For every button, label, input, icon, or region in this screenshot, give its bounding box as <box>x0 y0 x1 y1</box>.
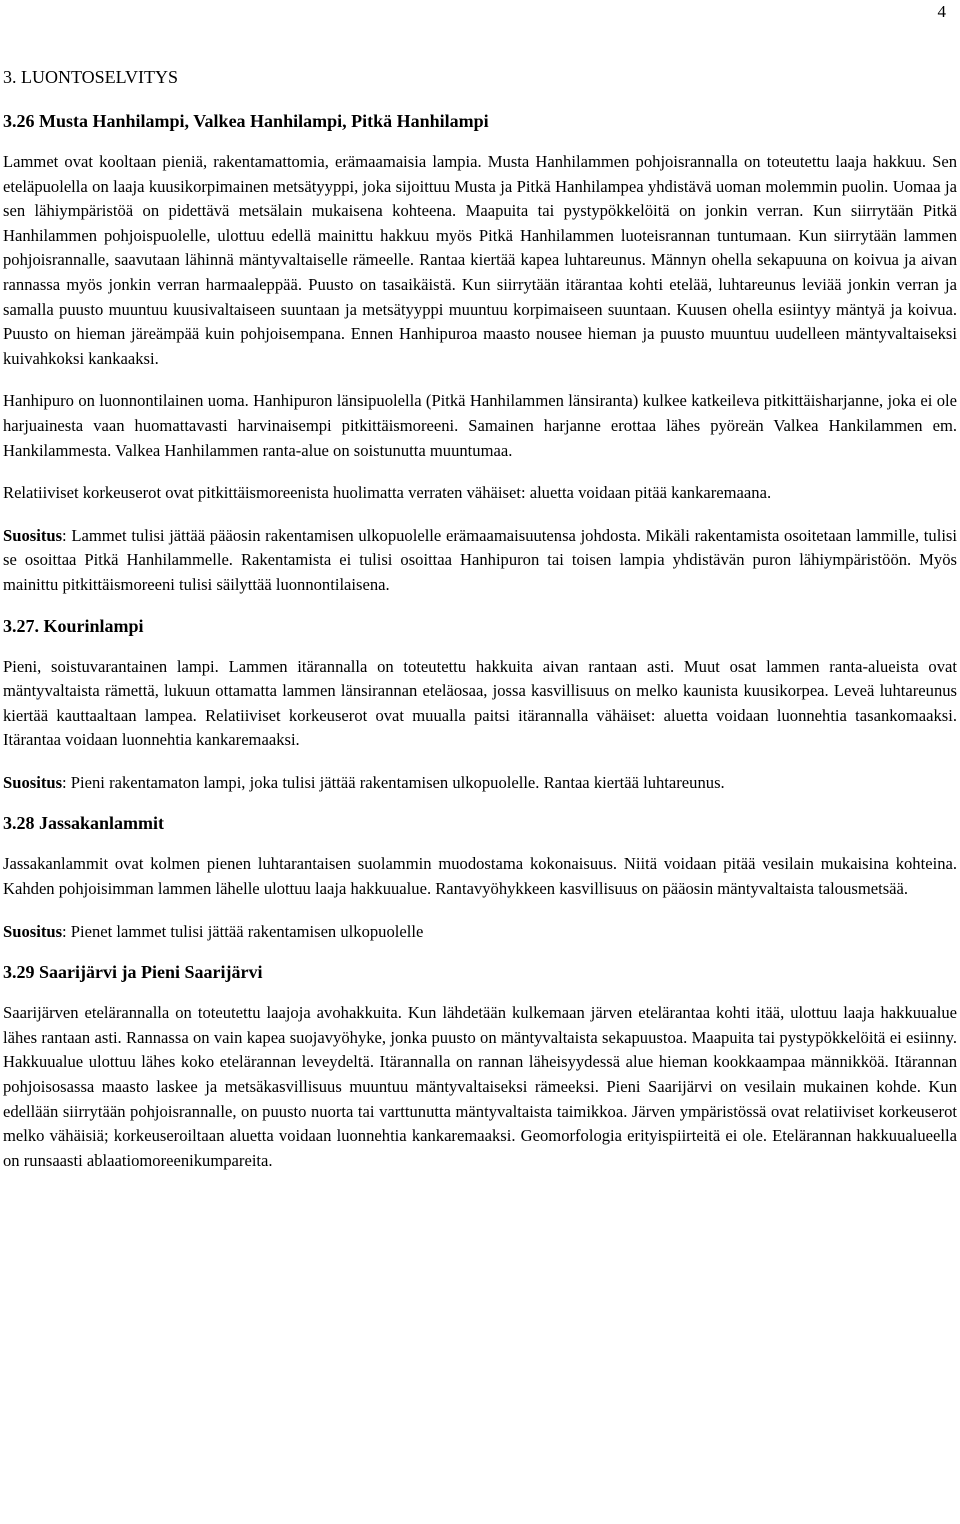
section-3-26-recommendation <box>3 524 957 598</box>
section-3-28-recommendation <box>3 920 957 945</box>
chapter-title: 3. LUONTOSELVITYS <box>3 67 179 87</box>
section-3-28-paragraph-1: Jassakanlammit ovat kolmen pienen luhtarantaisen suolammin muodostama kokonaisuus. Niitä voidaan pitää vesilain mukaisina kohteina. Kahden pohjoisimman lammen lähelle ulottuu laaja hakkuualue. Rantavyöhykkeen kasvillisuus on pääosin mäntyvaltaista talousmetsää. <box>3 854 957 899</box>
section-3-29-paragraph-1: Saarijärven etelärannalla on toteutettu laajoja avohakkuita. Kun lähdetään kulkemaan järven etelärantaa kohti itää, ulottuu laaja hakkuualue lähes rantaan asti. Rannassa on vain kapea suojavyöhyke, jonka puusto on mäntyvaltaista sekapuustoa. Maapuita tai pystypökkelöitä ei esiinny. Hakkuualue ulottuu lähes koko etelärannan leveydeltä. Itärannalla on rannan läheisyydessä alue hieman kookkaampaa männikköä. Itärannan pohjoisosassa maasto laskee ja metsäkasvillisuus muuntuu mäntyvaltaiseksi rämeeksi. Pieni Saarijärvi on vesilain mukainen kohde. Kun edellään siirrytään pohjoisrannalle, on puusto nuorta tai varttunutta mäntyvaltaista taimikkoa. Järven ympäristössä ovat relatiiviset korkeuserot melko vähäisiä; korkeuseroiltaan aluetta voidaan luonnehtia kankaremaaksi. Geomorfologia erityispiirteitä ei ole. Etelärannan hakkuualueella on runsaasti ablaatiomoreenikumpareita. <box>3 1003 957 1170</box>
section-heading-3-28: 3.28 Jassakanlammit <box>3 813 165 834</box>
section-3-26-paragraph-2: Hanhipuro on luonnontilainen uoma. Hanhipuron länsipuolella (Pitkä Hanhilammen länsiranta) kulkee katkeileva pitkittäisharjanne, joka ei ole harjuainesta vaan huomattavasti harvinaisempi pitkittäismoreeni. Samainen harjanne erottaa lähes pyöreän Valkea Hankilammen em. Hankilammesta. Valkea Hanhilammen ranta-alue on soistunutta muuntumaa. <box>3 391 957 460</box>
recommendation-text: : Pienet lammet tulisi jättää rakentamisen ulkopuolelle <box>62 921 424 941</box>
document-body <box>3 67 957 1173</box>
section-heading-3-26: 3.26 Musta Hanhilampi, Valkea Hanhilampi, Pitkä Hanhilampi <box>3 111 489 131</box>
section-3-27-recommendation <box>3 771 957 796</box>
section-3-27-paragraph-1: Pieni, soistuvarantainen lampi. Lammen itärannalla on toteutettu hakkuita aivan rantaan asti. Muut osat lammen ranta-alueista ovat mäntyvaltaista rämettä, lukuun ottamatta lammen länsirannan eteläosaa, jossa kasvillisuus on melko kaunista kuusikorpea. Leveä luhtareunus kiertää kauttaaltaan lampea. Relatiiviset korkeuserot ovat muualla paitsi itärannalla vähäiset: aluetta voidaan luonnehtia tasankomaaksi. Itärantaa voidaan luonnehtia kankaremaaksi. <box>3 656 957 750</box>
recommendation-text: : Pieni rakentamaton lampi, joka tulisi jättää rakentamisen ulkopuolelle. Rantaa kiertää luhtareunus. <box>62 772 725 792</box>
section-heading-3-29: 3.29 Saarijärvi ja Pieni Saarijärvi <box>3 962 263 983</box>
recommendation-label: Suositus <box>3 921 63 941</box>
section-heading-3-27: 3.27. Kourinlampi <box>3 615 144 636</box>
recommendation-label: Suositus <box>3 525 63 545</box>
recommendation-label: Suositus <box>3 772 63 792</box>
section-3-26-paragraph-1: Lammet ovat kooltaan pieniä, rakentamattomia, erämaamaisia lampia. Musta Hanhilammen pohjoisrannalla on toteutettu laaja hakkuu. Sen eteläpuolella on laaja kuusikorpimainen metsätyyppi, joka sijoittuu Musta ja Pitkä Hanhilampea yhdistävä uoman molemmin puolin. Uomaa ja sen lähiympäristöä on pidettävä metsälain mukaisena kohteena. Maapuita tai pystypökkelöitä on jonkin verran. Kun siirrytään Pitkä Hanhilammen pohjoispuolelle, ulottuu edellä mainittu hakkuu myös Pitkä Hanhilammen luoteisrannan tuntumaan. Kun siirrytään lammen pohjoisrannalle, saavutaan lähinnä mäntyvaltaiselle rämeelle. Rantaa kiertää kapea luhtareunus. Männyn ohella sekapuuna on koivua ja aivan rannassa myös jonkin verran harmaaleppää. Puusto on tasaikäistä. Kun siirrytään itärantaa kohti etelää, luhtareunus leviää jonkin verran ja samalla puusto muuntuu kuusivaltaiseen suuntaan ja metsätyyppi muuntuu korpimaiseen suuntaan. Kuusen ohella esiintyy mäntyä ja koivua. Puusto on hieman järeämpää kuin pohjoisempana. Ennen Hanhipuroa maasto nousee hieman ja puusto muuntuu uudelleen mäntyvaltaiseksi kuivahkoksi kankaaksi. <box>3 152 957 368</box>
section-3-26-paragraph-3: Relatiiviset korkeuserot ovat pitkittäismoreenista huolimatta verraten vähäiset: aluetta voidaan pitää kankaremaana. <box>3 483 772 503</box>
page-number: 4 <box>937 2 946 21</box>
recommendation-text: : Lammet tulisi jättää pääosin rakentamisen ulkopuolelle erämaamaisuutensa johdosta. Mikäli rakentamista osoitetaan lammille, tulisi se osoittaa Pitkä Hanhilammelle. Rakentamista ei tulisi osoittaa Hanhipuron tai toisen lampia yhdistävän puron lähiympäristöön. Myös mainittu pitkittäismoreeni tulisi säilyttää luonnontilaisena. <box>3 525 957 594</box>
